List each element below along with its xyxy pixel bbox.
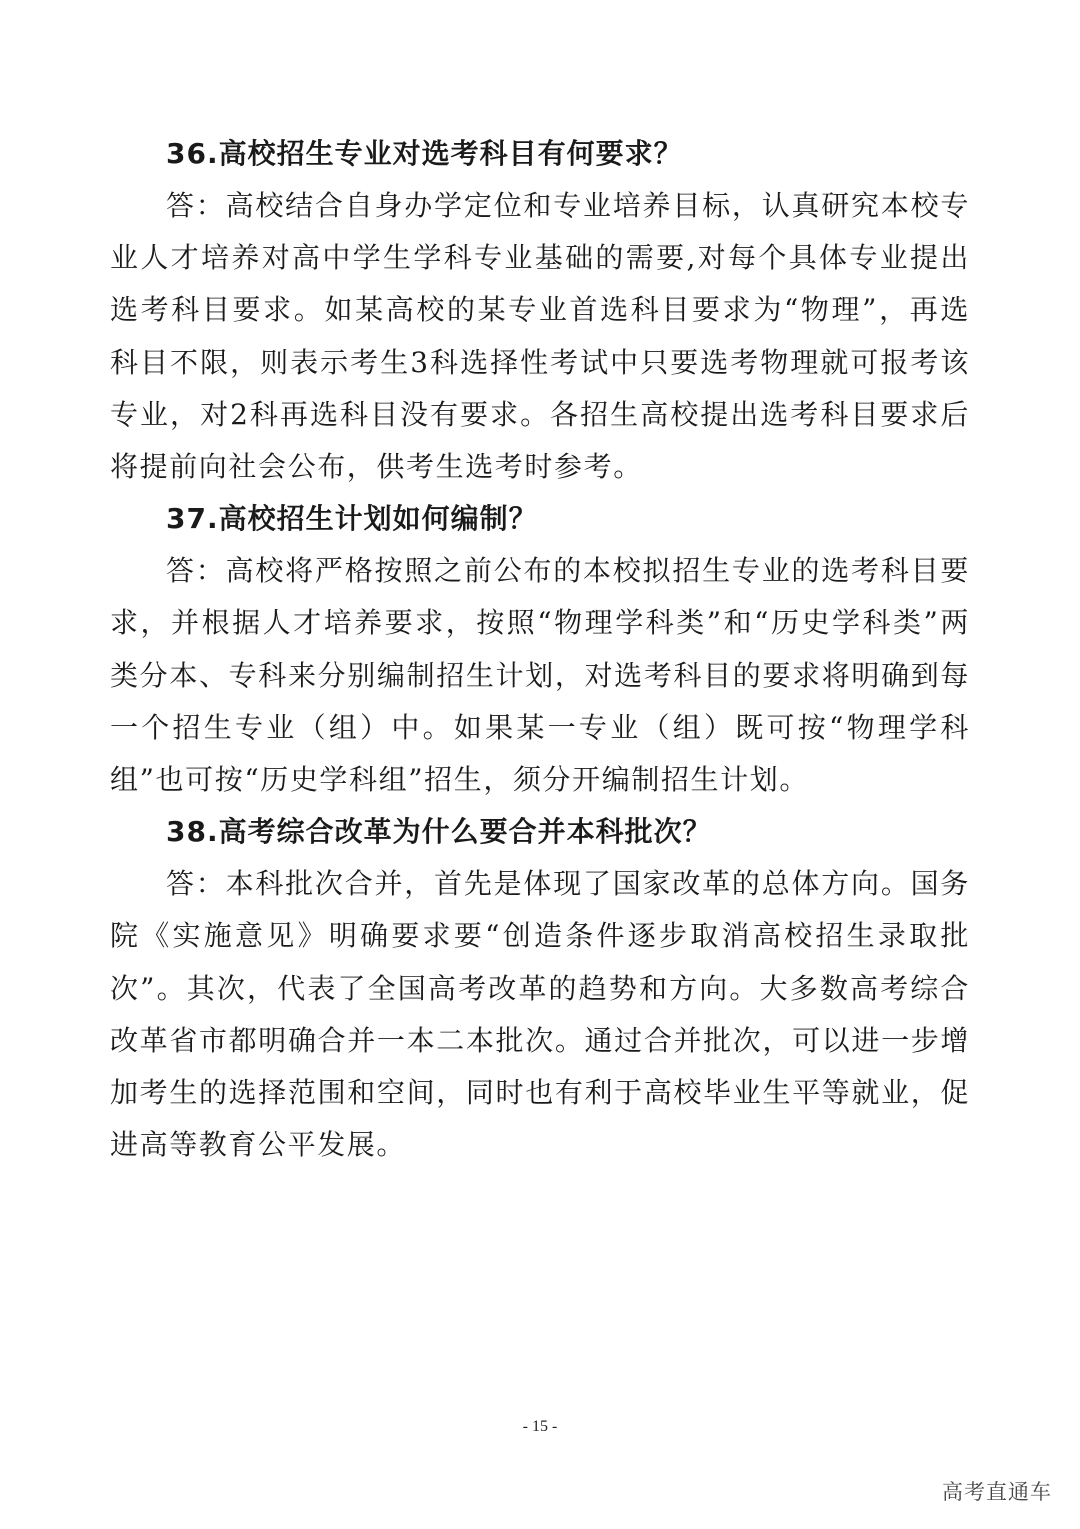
answer-paragraph-36: 答：高校结合自身办学定位和专业培养目标，认真研究本校专业人才培养对高中学生学科专业基础的需要,对每个具体专业提出选考科目要求。如某高校的某专业首选科目要求为“物理”，再选科目不限，则表示考生3科选择性考试中只要选考物理就可报考该专业，对2科再选科目没有要求。各招生高校提出选考科目要求后将提前向社会公布，供考生选考时参考。: [110, 189, 970, 484]
qa-section-38: [110, 806, 970, 1171]
question-heading-38: 38.高考综合改革为什么要合并本科批次？: [166, 815, 712, 849]
page-number: - 15 -: [522, 1418, 558, 1435]
answer-paragraph-38: 答：本科批次合并，首先是体现了国家改革的总体方向。国务院《实施意见》明确要求要“创造条件逐步取消高校招生录取批次”。其次，代表了全国高考改革的趋势和方向。大多数高考综合改革省市都明确合并一本二本批次。通过合并批次，可以进一步增加考生的选择范围和空间，同时也有利于高校毕业生平等就业，促进高等教育公平发展。: [110, 867, 970, 1162]
watermark-text: 高考直通车: [942, 1480, 1052, 1504]
qa-section-36: [110, 128, 970, 493]
qa-section-37: [110, 493, 970, 806]
answer-paragraph-37: 答：高校将严格按照之前公布的本校拟招生专业的选考科目要求，并根据人才培养要求，按照“物理学科类”和“历史学科类”两类分本、专科来分别编制招生计划，对选考科目的要求将明确到每一个招生专业（组）中。如果某一专业（组）既可按“物理学科组”也可按“历史学科组”招生，须分开编制招生计划。: [110, 554, 970, 797]
question-heading-36: 36.高校招生专业对选考科目有何要求？: [166, 137, 683, 170]
question-heading-37: 37.高校招生计划如何编制？: [166, 502, 538, 536]
document-body: [110, 128, 970, 1171]
